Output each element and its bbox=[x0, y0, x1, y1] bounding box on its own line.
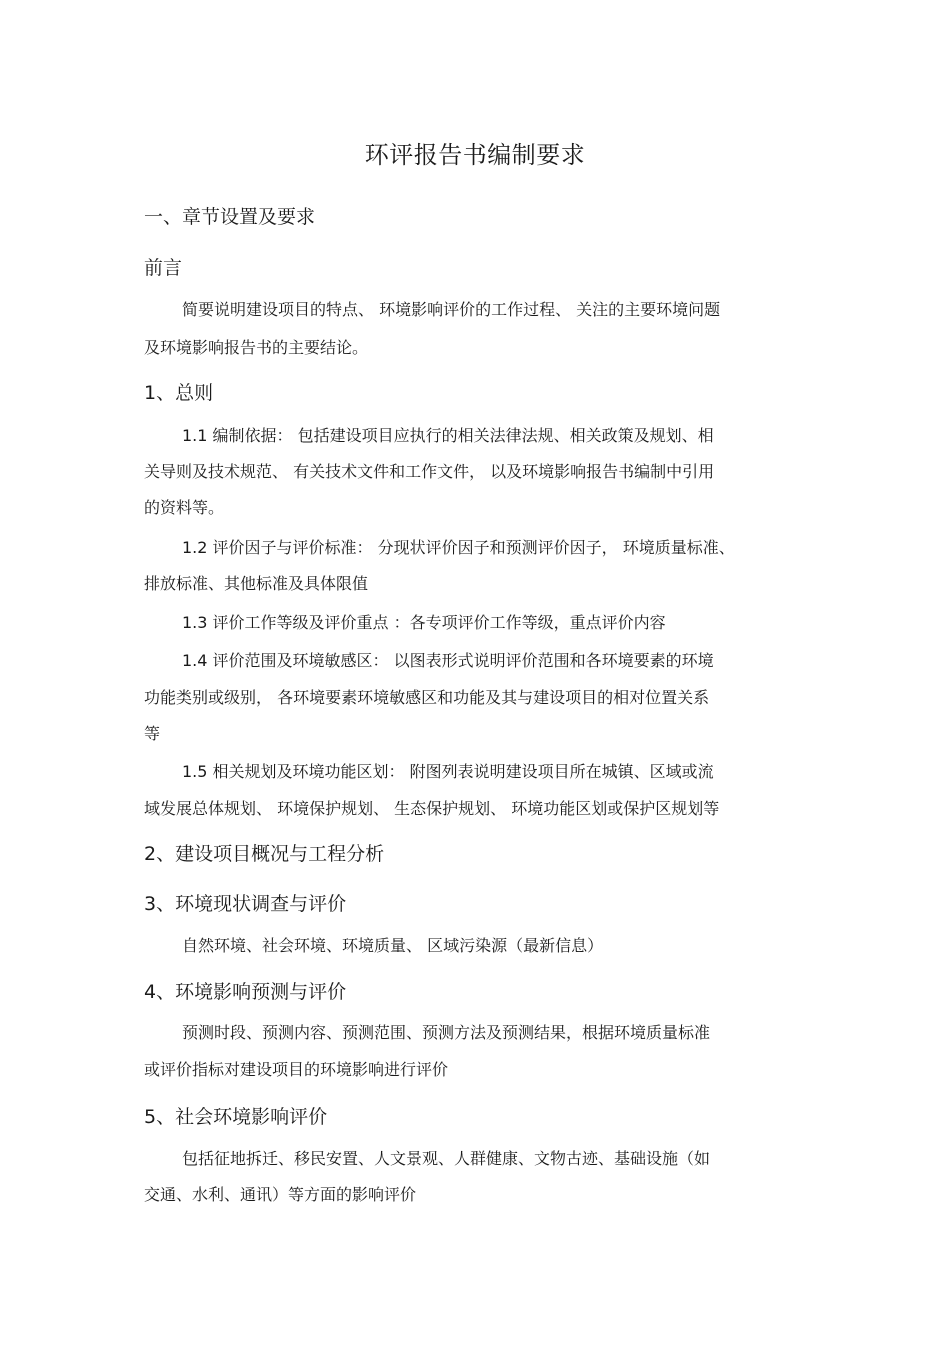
section-4-line-1: 预测时段、预测内容、预测范围、预测方法及预测结果，根据环境质量标准 bbox=[182, 1023, 711, 1042]
item-1-1-line-1: 1.1 编制依据： 包括建设项目应执行的相关法律法规、相关政策及规划、相 bbox=[182, 426, 714, 445]
item-1-3-line-1: 1.3 评价工作等级及评价重点 ：各专项评价工作等级，重点评价内容 bbox=[182, 613, 666, 632]
item-1-2-line-1: 1.2 评价因子与评价标准： 分现状评价因子和预测评价因子， 环境质量标准、 bbox=[182, 538, 735, 557]
section-5-line-2: 交通、水利、通讯）等方面的影响评价 bbox=[144, 1185, 417, 1204]
document-title: 环评报告书编制要求 bbox=[364, 141, 586, 169]
preface-line-2: 及环境影响报告书的主要结论。 bbox=[144, 338, 369, 357]
section-1-heading: 1、总则 bbox=[144, 382, 214, 404]
preface-line-1: 简要说明建设项目的特点、 环境影响评价的工作过程、 关注的主要环境问题 bbox=[182, 300, 721, 319]
item-1-1-line-3: 的资料等。 bbox=[144, 498, 225, 517]
item-1-5-line-1: 1.5 相关规划及环境功能区划： 附图列表说明建设项目所在城镇、区域或流 bbox=[182, 762, 714, 781]
item-1-2-line-2: 排放标准、其他标准及具体限值 bbox=[144, 574, 369, 593]
section-5-heading: 5、社会环境影响评价 bbox=[144, 1106, 328, 1128]
section-2-heading: 2、建设项目概况与工程分析 bbox=[144, 843, 385, 865]
item-1-4-line-3: 等 bbox=[144, 724, 161, 743]
section-5-line-1: 包括征地拆迁、移民安置、人文景观、人群健康、文物古迹、基础设施（如 bbox=[182, 1149, 711, 1168]
section-4-heading: 4、环境影响预测与评价 bbox=[144, 981, 347, 1003]
item-1-4-line-2: 功能类别或级别， 各环境要素环境敏感区和功能及其与建设项目的相对位置关系 bbox=[144, 688, 710, 707]
item-1-5-line-2: 域发展总体规划、 环境保护规划、 生态保护规划、 环境功能区划或保护区规划等 bbox=[144, 799, 720, 818]
section-heading-chapters: 一、章节设置及要求 bbox=[144, 206, 316, 228]
item-1-4-line-1: 1.4 评价范围及环境敏感区： 以图表形式说明评价范围和各环境要素的环境 bbox=[182, 651, 714, 670]
section-3-heading: 3、环境现状调查与评价 bbox=[144, 893, 347, 915]
preface-heading: 前言 bbox=[144, 257, 183, 279]
item-1-1-line-2: 关导则及技术规范、 有关技术文件和工作文件， 以及环境影响报告书编制中引用 bbox=[144, 462, 715, 481]
section-4-line-2: 或评价指标对建设项目的环境影响进行评价 bbox=[144, 1060, 449, 1079]
section-3-line-1: 自然环境、社会环境、环境质量、 区域污染源（最新信息） bbox=[182, 936, 604, 955]
